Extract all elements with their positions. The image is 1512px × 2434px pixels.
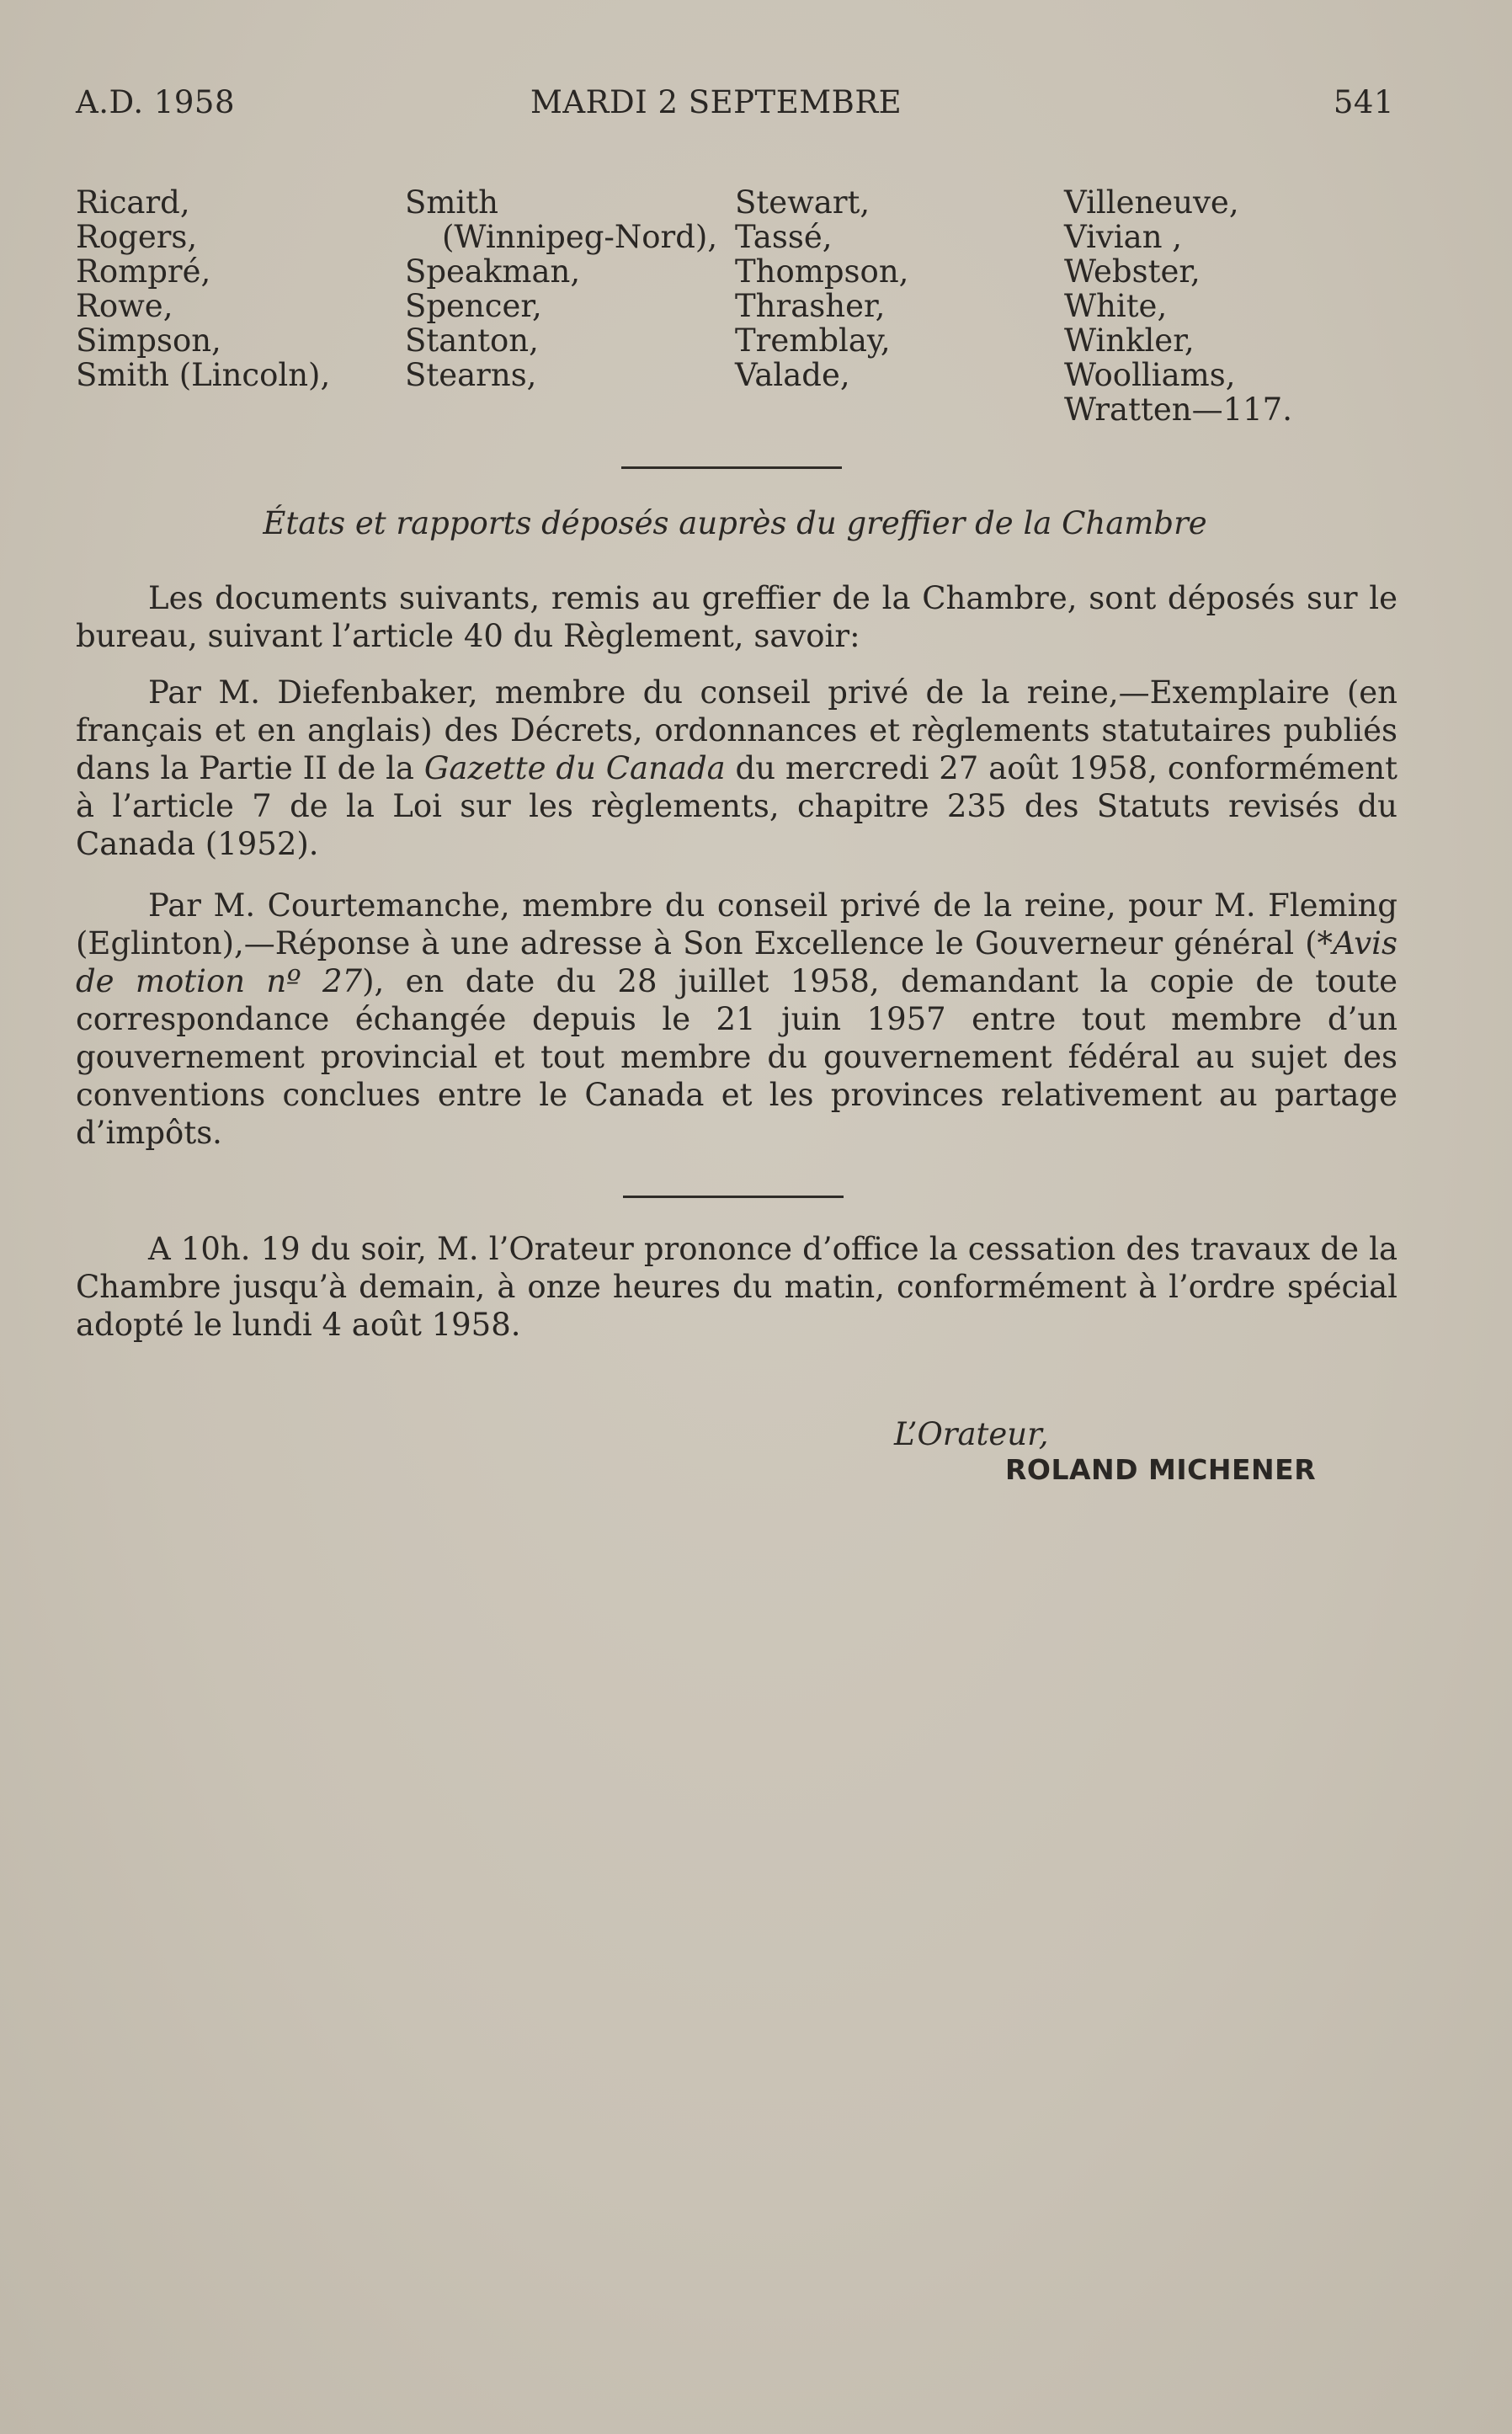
section-title: États et rapports déposés auprès du greffier de la Chambre <box>263 505 1207 541</box>
courtemanche-text: Par M. Courtemanche, membre du conseil privé de la reine, pour M. Fleming (Eglinton),—Réponse à une adresse à Son Excellence le Gouverneur général (*Avis de motion nº 27), en date du 28 juillet 1958, demandant la copie de toute correspondance échangée depuis le 21 juin 1957 entre tout membre d’un gouvernement provincial et tout membre du gouvernement fédéral au sujet des conventions conclues entre le Canada et les provinces relativement au partage d’impôts. <box>76 887 1398 1151</box>
names-column-4 <box>1064 185 1292 427</box>
intro-paragraph <box>76 579 1398 655</box>
member-name: Rowe, <box>76 288 173 324</box>
section-divider <box>623 1196 844 1198</box>
member-name: Stanton, <box>405 322 539 359</box>
names-column-3 <box>735 185 908 392</box>
closing-text: A 10h. 19 du soir, M. l’Orateur prononce d’office la cessation des travaux de la Chambre jusqu’à demain, à onze heures du matin, conformément à l’ordre spécial adopté le lundi 4 août 1958. <box>76 1231 1398 1343</box>
member-name: Ricard, <box>76 184 190 221</box>
gazette-title: Gazette du Canada <box>423 750 726 786</box>
member-name: Smith (Lincoln), <box>76 357 331 393</box>
closing-paragraph <box>76 1230 1398 1344</box>
member-name: Spencer, <box>405 288 542 324</box>
member-name: Tassé, <box>735 219 833 255</box>
member-name: Vivian , <box>1064 219 1183 255</box>
member-name: Winkler, <box>1064 322 1195 359</box>
names-column-1 <box>76 185 330 392</box>
page-header <box>76 84 1394 135</box>
signature-name: ROLAND MICHENER <box>1005 1453 1317 1486</box>
motion-reference: *Avis de motion nº 27 <box>76 925 1398 999</box>
member-name: Rompré, <box>76 253 211 290</box>
member-name: Rogers, <box>76 219 198 255</box>
header-date: MARDI 2 SEPTEMBRE <box>530 84 902 120</box>
diefenbaker-paragraph <box>76 674 1398 863</box>
section-divider <box>621 466 842 469</box>
member-name: Stewart, <box>735 184 870 221</box>
member-name: Thompson, <box>735 253 909 290</box>
member-name: Stearns, <box>405 357 537 393</box>
member-name: (Winnipeg-Nord), <box>442 219 718 255</box>
member-name: Wratten—117. <box>1064 391 1292 428</box>
member-name: White, <box>1064 288 1168 324</box>
member-name: Simpson, <box>76 322 221 359</box>
courtemanche-paragraph <box>76 887 1398 1152</box>
member-name: Villeneuve, <box>1064 184 1239 221</box>
member-name: Thrasher, <box>735 288 886 324</box>
header-year: A.D. 1958 <box>76 84 236 120</box>
member-name: Speakman, <box>405 253 581 290</box>
names-column-2 <box>405 185 717 392</box>
member-name: Valade, <box>735 357 850 393</box>
member-name: Smith <box>405 184 498 221</box>
member-name: Tremblay, <box>735 322 891 359</box>
member-name: Woolliams, <box>1064 357 1236 393</box>
member-name: Webster, <box>1064 253 1201 290</box>
diefenbaker-text: Par M. Diefenbaker, membre du conseil privé de la reine,—Exemplaire (en français et en anglais) des Décrets, ordonnances et règlements statutaires publiés dans la Partie II de la Gazette du Canada du mercredi 27 août 1958, conformément à l’article 7 de la Loi sur les règlements, chapitre 235 des Statuts revisés du Canada (1952). <box>76 674 1398 862</box>
intro-text: Les documents suivants, remis au greffier de la Chambre, sont déposés sur le bureau, suivant l’article 40 du Règlement, savoir: <box>76 580 1398 654</box>
signature-title: L’Orateur, <box>894 1416 1049 1452</box>
header-page-number: 541 <box>1333 84 1394 120</box>
